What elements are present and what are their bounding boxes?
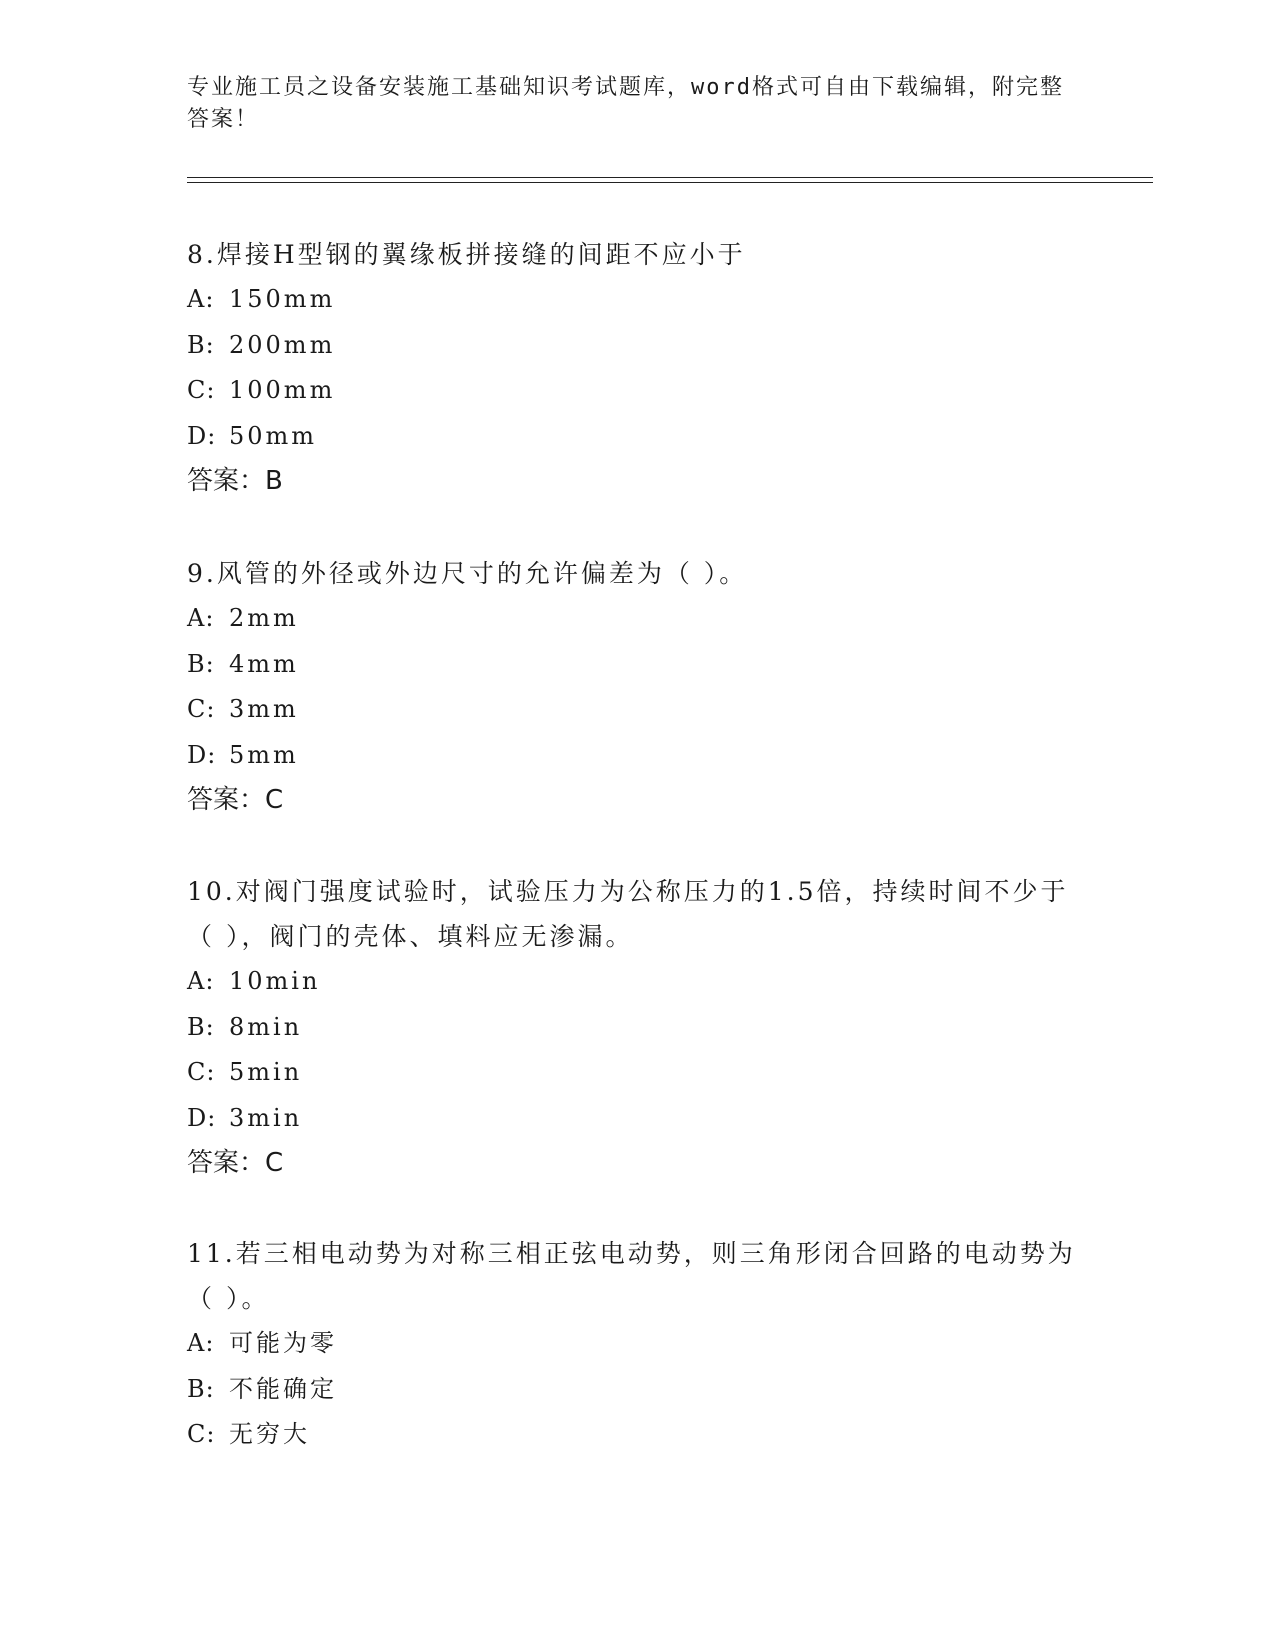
- option-d: D: 3min: [187, 1103, 303, 1132]
- option-c: C: 无穷大: [187, 1420, 310, 1448]
- answer-line: 答案：C: [187, 785, 284, 815]
- option-a: A: 可能为零: [187, 1329, 337, 1357]
- option-c: C: 100mm: [187, 376, 336, 404]
- header-divider-top: [187, 177, 1153, 178]
- header-divider-bottom: [187, 182, 1153, 183]
- question-11: [187, 1231, 1087, 1458]
- option-a: A: 2mm: [187, 604, 299, 632]
- answer-line: 答案：B: [187, 466, 283, 496]
- option-b: B: 200mm: [187, 330, 336, 359]
- option-d: D: 5mm: [187, 740, 299, 769]
- option-b: B: 不能确定: [187, 1374, 337, 1403]
- question-stem: 8.焊接H型钢的翼缘板拼接缝的间距不应小于: [187, 240, 746, 269]
- answer-line: 答案：C: [187, 1148, 284, 1178]
- question-10: [187, 869, 1087, 1186]
- question-9: [187, 551, 1087, 823]
- option-c: C: 3mm: [187, 695, 299, 723]
- option-d: D: 50mm: [187, 421, 318, 450]
- question-8: [187, 232, 1087, 504]
- question-stem: 9.风管的外径或外边尺寸的允许偏差为（ ）。: [187, 559, 748, 588]
- option-a: A: 10min: [187, 967, 321, 995]
- document-header: 专业施工员之设备安装施工基础知识考试题库，word格式可自由下载编辑，附完整答案！: [187, 75, 1064, 132]
- option-b: B: 8min: [187, 1012, 303, 1041]
- option-a: A: 150mm: [187, 285, 336, 313]
- option-b: B: 4mm: [187, 649, 299, 678]
- question-stem: 10.对阀门强度试验时，试验压力为公称压力的1.5倍，持续时间不少于（ ），阀门的壳体、填料应无渗漏。: [187, 877, 1069, 951]
- option-c: C: 5min: [187, 1058, 303, 1086]
- question-stem: 11.若三相电动势为对称三相正弦电动势，则三角形闭合回路的电动势为（ ）。: [187, 1239, 1076, 1313]
